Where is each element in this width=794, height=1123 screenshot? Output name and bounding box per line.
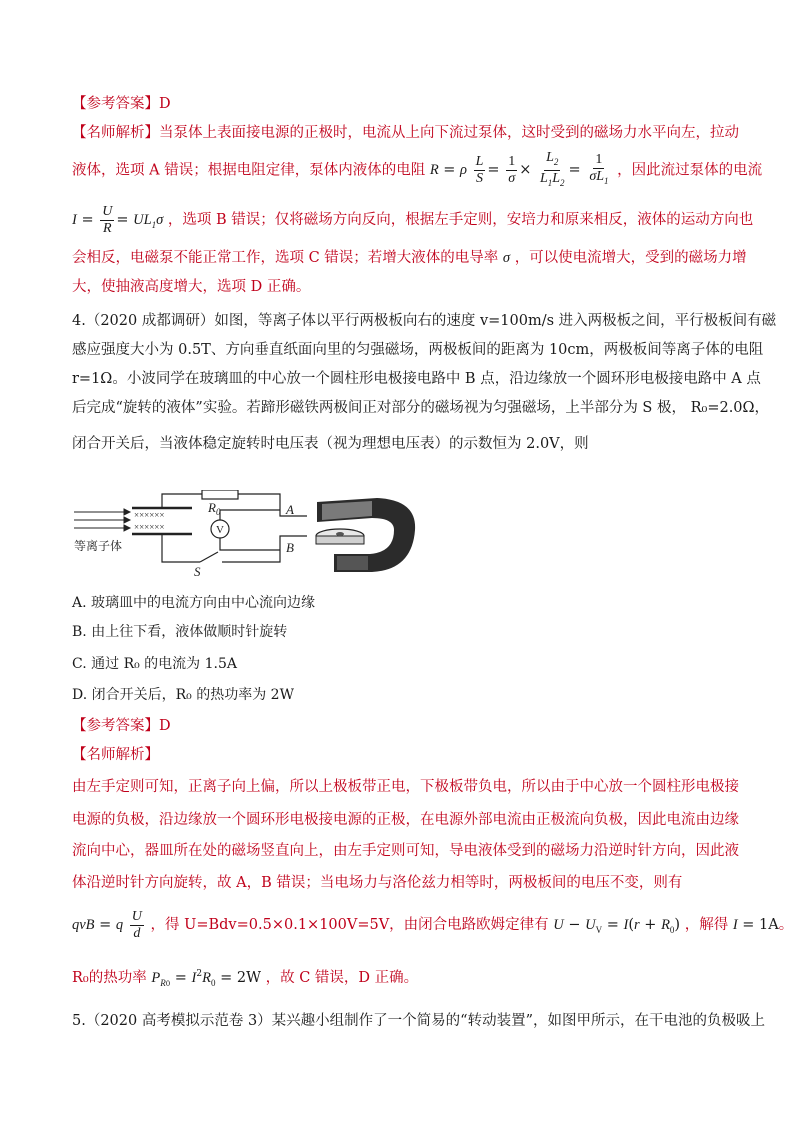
q4-line-4: 后完成“旋转的液体”实验。若蹄形磁铁两极间正对部分的磁场视为匀强磁场，上半部分为 S 极， R₀=2.0Ω， <box>72 400 770 416</box>
power-formula: $P_{R0} = I^2R_0 = 2W$ <box>151 969 266 988</box>
field-crosses-row-2: ×××××× <box>134 522 165 532</box>
option-c: C. 通过 R₀ 的电流为 1.5A <box>72 656 237 672</box>
option-a: A. 玻璃皿中的电流方向由中心流向边缘 <box>72 595 316 611</box>
analysis2-label: 【名师解析】 <box>72 747 159 763</box>
current-result: I = 1A <box>732 917 779 933</box>
analysis-line-2: 液体，选项 A 错误；根据电阻定律，泵体内液体的电阻 R = ρ $\frac{L}{S}$ = $\frac{1}{\sigma}$ × $\frac{L_2}{L_1L_2}$ = $\frac{1}{\sigma L_1}$ ，因此流过泵体的电流 <box>72 150 763 188</box>
analysis-line-5: 大，使抽液高度增大，选项 D 正确。 <box>72 279 311 295</box>
plasma-arrows <box>74 509 130 531</box>
sigma-symbol: σ <box>502 250 511 266</box>
analysis2-line-3: 流向中心，器皿所在处的磁场竖直向上，由左手定则可知，导电液体受到的磁场力沿逆时针方向，因此液 <box>72 843 739 859</box>
option-b: B. 由上往下看，液体做顺时针旋转 <box>72 624 288 640</box>
analysis2-line-4: 体沿逆时针方向旋转，故 A，B 错误；当电场力与洛伦兹力相等时，两极板间的电压不变，则有 <box>72 875 683 891</box>
analysis2-line-6: R₀的热功率 $P_{R0} = I^2R_0 = 2W$ ，故 C 错误，D 正确。 <box>72 969 419 988</box>
switch-label: S <box>194 564 201 579</box>
ohm-law-formula: $U - U_V = I(r + R_0)$ <box>553 917 685 935</box>
q5-line-1: 5.（2020 高考模拟示范卷 3）某兴趣小组制作了一个简易的“转动装置”，如图甲所示，在干电池的负极吸上 <box>72 1013 766 1029</box>
answer-value: D <box>159 96 171 112</box>
analysis2-line-1: 由左手定则可知，正离子向上偏，所以上极板带正电，下极板带负电，所以由于中心放一个圆柱形电极接 <box>72 779 739 795</box>
analysis-line-4: 会相反，电磁泵不能正常工作，选项 C 错误；若增大液体的电导率 σ ，可以使电流增大，受到的磁场力增 <box>72 250 747 266</box>
point-b-label: B <box>286 540 294 555</box>
point-a-label: A <box>286 502 294 517</box>
q4-line-1: 4.（2020 成都调研）如图，等离子体以平行两极板向右的速度 v=100m/s 进入两极板之间，平行极板间有磁 <box>72 313 777 329</box>
field-crosses-row-1: ×××××× <box>134 510 165 520</box>
answer-line-1 <box>72 94 171 114</box>
plasma-label: 等离子体 <box>74 539 123 553</box>
answer-label: 【参考答案】 <box>72 96 159 112</box>
analysis-line-1: 【名师解析】当泵体上表面接电源的正极时，电流从上向下流过泵体，这时受到的磁场力水平向左，拉动 <box>72 125 739 141</box>
option-d: D. 闭合开关后，R₀ 的热功率为 2W <box>72 687 294 703</box>
analysis-line-3: I = $\frac{U}{R}$ = $UL_1\sigma$ ，选项 B 错误；仅将磁场方向反向，根据左手定则，安培力和原来相反，液体的运动方向也 <box>72 203 754 236</box>
r0-label: $R_0$ <box>208 500 221 517</box>
voltmeter-label: V <box>216 524 224 536</box>
analysis-label: 【名师解析】 <box>72 125 159 141</box>
q4-line-3: r=1Ω。小波同学在玻璃皿的中心放一个圆柱形电极接电路中 B 点，沿边缘放一个圆环形电极接电路中 A 点 <box>72 371 761 387</box>
circuit-diagram <box>72 490 417 580</box>
force-balance-formula: qvB = q $\frac{U}{d}$ <box>72 908 142 941</box>
q4-line-2: 感应强度大小为 0.5T、方向垂直纸面向里的匀强磁场，两极板间的距离为 10cm，两极板间等离子体的电阻 <box>72 342 764 358</box>
answer-line-2: 【参考答案】D <box>72 718 171 734</box>
analysis2-line-2: 电源的负极，沿边缘放一个圆环形电极接电源的正极，在电源外部电流由正极流向负极，因此电流由边缘 <box>72 812 739 828</box>
current-formula: I = $\frac{U}{R}$ = $UL_1\sigma$ <box>72 203 164 236</box>
analysis2-line-5: qvB = q $\frac{U}{d}$ ，得 U=Bdv=0.5×0.1×100V=5V，由闭合电路欧姆定律有 $U - U_V = I(r + R_0)$ ，解得 I = 1A。 <box>72 908 794 941</box>
resistance-formula: R = ρ $\frac{L}{S}$ = $\frac{1}{\sigma}$ × $\frac{L_2}{L_1L_2}$ = $\frac{1}{\sigma L_1}$ <box>429 150 609 188</box>
q4-line-5: 闭合开关后，当液体稳定旋转时电压表（视为理想电压表）的示数恒为 2.0V，则 <box>72 436 589 452</box>
glass-dish <box>316 529 364 544</box>
